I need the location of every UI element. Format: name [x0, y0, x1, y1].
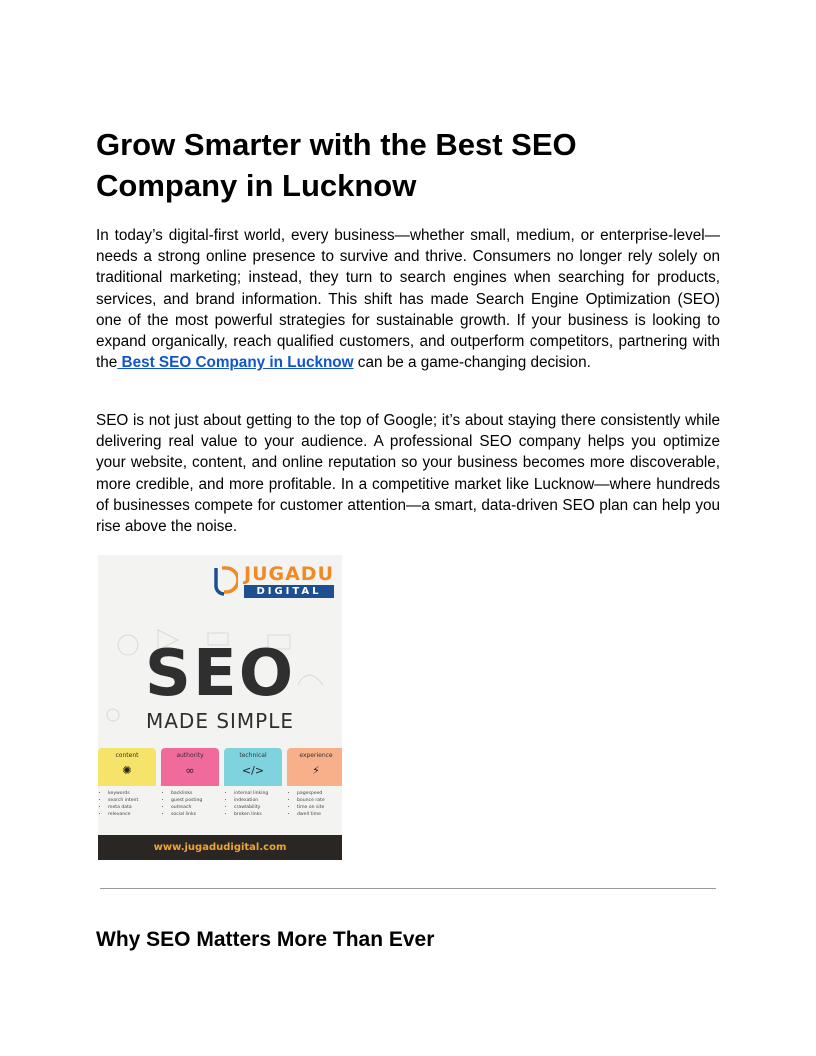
card-label: technical [239, 752, 267, 759]
pillar-cards [98, 748, 342, 832]
card-label: authority [176, 752, 204, 759]
list-item: • indexation [234, 797, 282, 804]
card-label: content [115, 752, 139, 759]
list-item: • pagespeed [297, 790, 342, 797]
banner-footer-url: www.jugadudigital.com [98, 835, 342, 860]
card-authority [161, 748, 219, 832]
list-item: • crawlability [234, 804, 282, 811]
list-item: • internal linking [234, 790, 282, 797]
link-icon: ∞ [185, 764, 195, 777]
list-item: • relevance [108, 811, 156, 818]
intro-text-end: can be a game-changing decision. [353, 354, 591, 372]
code-icon: </> [241, 764, 265, 777]
card-list [287, 790, 342, 818]
list-item: • meta data [108, 804, 156, 811]
list-item: • guest posting [171, 797, 219, 804]
card-header [98, 748, 156, 786]
seo-made-simple-banner [98, 555, 342, 860]
list-item: • time on site [297, 804, 342, 811]
banner-headline: SEO [144, 637, 296, 711]
second-paragraph: SEO is not just about getting to the top of Google; it’s about staying there consistently while delivering real value to your audience. A professional SEO company helps you optimize your website, content, and online reputation so your business becomes more discoverable, more credible, and more profitable. In a competitive market like Lucknow—where hundreds of businesses compete for customer attention—a smart, data-driven SEO plan can help you rise above the noise. [96, 412, 720, 536]
card-experience [287, 748, 342, 832]
card-content [98, 748, 156, 832]
card-list [98, 790, 156, 818]
brand-logo [244, 563, 334, 598]
card-header [224, 748, 282, 786]
page-title: Grow Smarter with the Best SEO Company in Lucknow [96, 127, 577, 203]
bolt-icon: ⚡ [312, 764, 320, 777]
list-item: • broken links [234, 811, 282, 818]
banner-subheadline: MADE SIMPLE [145, 709, 295, 733]
card-list [224, 790, 282, 818]
section-heading: Why SEO Matters More Than Ever [96, 928, 435, 951]
intro-text: In today’s digital-first world, every business—whether small, medium, or enterprise-level—needs a strong online presence to survive and thrive. Consumers no longer rely solely on traditional marketing; instead, they turn to search engines when searching for products, services, and brand information. This shift has made Search Engine Optimization (SEO) one of the most powerful strategies for sustainable growth. If your business is looking to expand organically, reach qualified customers, and outperform competitors, partnering with the [96, 227, 720, 372]
intro-paragraph [96, 225, 720, 373]
card-label: experience [299, 752, 333, 759]
card-header [287, 748, 342, 786]
horizontal-divider [100, 888, 716, 889]
list-item: • search intent [108, 797, 156, 804]
list-item: • social links [171, 811, 219, 818]
card-list [161, 790, 219, 818]
best-seo-company-link[interactable]: Best SEO Company in Lucknow [117, 354, 354, 372]
brain-icon: ✺ [122, 764, 132, 777]
card-header [161, 748, 219, 786]
list-item: • bounce rate [297, 797, 342, 804]
list-item: • keywords [108, 790, 156, 797]
card-technical [224, 748, 282, 832]
list-item: • backlinks [171, 790, 219, 797]
list-item: • outreach [171, 804, 219, 811]
list-item: • dwell time [297, 811, 342, 818]
brand-sub: DIGITAL [244, 585, 334, 598]
brand-name: JUGADU [244, 563, 334, 585]
jd-logo-icon [212, 564, 238, 598]
